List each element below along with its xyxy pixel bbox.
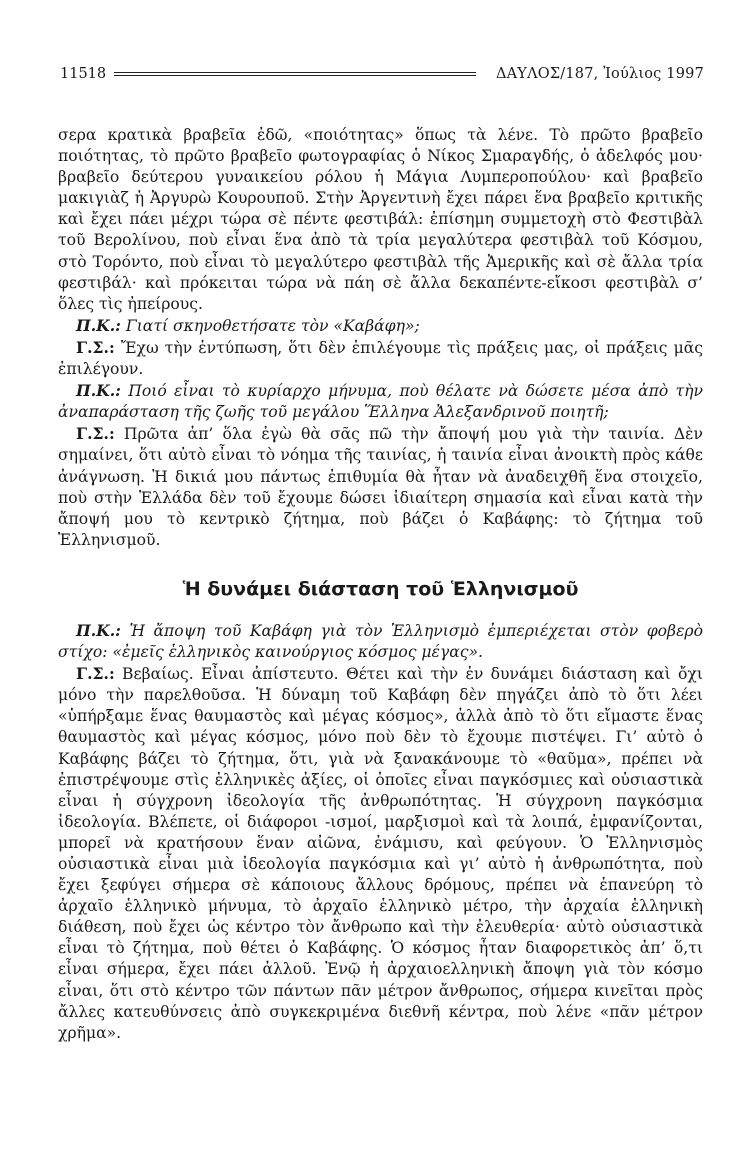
answer-text: Βεβαίως. Εἶναι ἀπίστευτο. Θέτει καὶ τὴν ἐν δυνάμει διάσταση καὶ ὄχι μόνο τὴν παρελθοῦσα. Ἡ δύναμη τοῦ Καβάφη δὲν πηγάζει ἀπὸ τὸ ὅτι λέει «ὑπήρξαμε ἕνας θαυμαστὸς καὶ μέγας κόσμος», ἀλλὰ ἀπὸ τὸ ὅτι εἴμαστε ἕνας θαυμαστὸς καὶ μέγας κόσμος, μόνο ποὺ δὲν τὸ ἔχουμε πιστέψει. Γι’ αὐτὸ ὁ Καβάφης βάζει τὸ ζήτημα, ὅτι, γιὰ νὰ ξανακάνουμε τὸ «θαῦμα», πρέπει νὰ ἐπιστρέψουμε στὶς ἑλληνικὲς ἀξίες, οἱ ὁποῖες εἶναι παγκόσμιες καὶ οὐσιαστικὰ εἶναι ἡ σύγχρονη ἰδεολογία τῆς ἀνθρωπότητας. Ἡ σύγχρονη παγκόσμια ἰδεολογία. Βλέπετε, οἱ διάφοροι -ισμοί, μαρξισμοὶ καὶ τὰ λοιπά, ἐμφανίζονται, μπορεῖ νὰ κρατήσουν ἕναν αἰῶνα, ἐνάμισυ, καὶ φεύγουν. Ὁ Ἑλληνισμὸς οὐσιαστικὰ εἶναι μιὰ ἰδεολογία παγκόσμια καὶ γι’ αὐτὸ ἡ ἀνθρωπότητα, ποὺ ἔχει ξεφύγει σήμερα σὲ κάποιους ἄλλους δρόμους, πρέπει νὰ ἐπανεύρη τὸ ἀρχαῖο ἑλληνικὸ μήνυμα, τὸ ἀρχαῖο ἑλληνικὸ μέτρο, τὴν ἀρχαία ἑλληνικὴ διάθεση, ποὺ ἔχει ὡς κέντρο τὸν ἄνθρωπο καὶ τὴν ἐλευθερία· αὐτὸ οὐσιαστικὰ εἶναι τὸ ζήτημα, ποὺ θέτει ὁ Καβάφης. Ὁ κόσμος ἦταν διαφορετικὸς ἀπ’ ὅ,τι εἶναι σήμερα, ἔχει πάει ἀλλοῦ. Ἐνῷ ἡ ἀρχαιοελληνικὴ ἄποψη γιὰ τὸν κόσμο εἶναι, ὅτι στὸ κέντρο τῶν πάντων πᾶν μέτρον ἄνθρωπος, σήμερα κινεῖται πρὸς ἄλλες κατευθύνσεις ἀπὸ συγκεκριμένα διεθνῆ κέντρα, ποὺ λένε «πᾶν μέτρον χρῆμα». [58, 665, 703, 1042]
interviewee-label: Γ.Σ.: [76, 664, 115, 684]
answer-text: Ἔχω τὴν ἐντύπωση, ὅτι δὲν ἐπιλέγουμε τὶς πράξεις μας, οἱ πράξεις μᾶς ἐπιλέγουν. [58, 338, 703, 379]
interviewee-label: Γ.Σ.: [76, 337, 115, 357]
article-body [58, 125, 703, 1044]
question-text: Γιατί σκηνοθετήσατε τὸν «Καβάφη»; [125, 316, 420, 335]
interviewer-question [58, 620, 703, 663]
interviewee-answer [58, 337, 703, 380]
interviewer-label: Π.Κ.: [76, 620, 121, 640]
header-rule [114, 70, 476, 78]
interviewee-label: Γ.Σ.: [76, 424, 115, 444]
journal-issue: ΔΑΥΛΟΣ/187, Ἰούλιος 1997 [495, 66, 704, 82]
intro-paragraph: σερα κρατικὰ βραβεῖα ἐδῶ, «ποιότητας» ὅπως τὰ λένε. Τὸ πρῶτο βραβεῖο ποιότητας, τὸ πρῶτο βραβεῖο φωτογραφίας ὁ Νίκος Σμαραγδής, ὁ ἀδελφός μου· βραβεῖο δεύτερου γυναικείου ρόλου ἡ Μάγια Λυμπεροπούλου· καὶ βραβεῖο μακιγιὰζ ἡ Ἀργυρὼ Κουρουποῦ. Στὴν Ἀργεντινὴ ἔχει πάρει ἕνα βραβεῖο κριτικῆς καὶ ἔχει πάει μέχρι τώρα σὲ πέντε φεστιβάλ: ἐπίσημη συμμετοχὴ στὸ Φεστιβὰλ τοῦ Βερολίνου, ποὺ εἶναι ἕνα ἀπὸ τὰ τρία μεγαλύτερα φεστιβὰλ τοῦ Κόσμου, στὸ Τορόντο, ποὺ εἶναι τὸ μεγαλύτερο φεστιβὰλ τῆς Ἀμερικῆς καὶ σὲ ἄλλα τρία φεστιβάλ· καὶ πρόκειται τώρα νὰ πάη σὲ ἄλλα δεκαπέντε-εἴκοσι φεστιβὰλ σ’ ὅλες τὶς ἠπείρους. [58, 126, 703, 313]
answer-text: Πρῶτα ἀπ’ ὅλα ἐγὼ θὰ σᾶς πῶ τὴν ἄποψή μου γιὰ τὴν ταινία. Δὲν σημαίνει, ὅτι αὐτὸ εἶναι τὸ νόημα τῆς ταινίας, ἡ ταινία εἶναι ἀνοικτὴ πρὸς κάθε ἀνάγνωση. Ἡ δικιά μου πάντως ἐπιθυμία θὰ ἦταν νὰ ἀναδειχθῆ ἕνα στοιχεῖο, ποὺ στὴν Ἑλλάδα δὲν τοῦ ἔχουμε δώσει ἰδιαίτερη σημασία καὶ εἶναι κατὰ τὴν ἄποψή μου τὸ κεντρικὸ ζήτημα, ποὺ βάζει ὁ Καβάφης: τὸ ζήτημα τοῦ Ἑλληνισμοῦ. [58, 425, 703, 549]
section-heading: Ἡ δυνάμει διάσταση τοῦ Ἑλληνισμοῦ [182, 577, 579, 600]
question-text: Ποιό εἶναι τὸ κυρίαρχο μήνυμα, ποὺ θέλατε νὰ δώσετε μέσα ἀπὸ τὴν ἀναπαράσταση τῆς ζωῆς τοῦ μεγάλου Ἕλληνα Ἀλεξανδρινοῦ ποιητῆ; [58, 382, 703, 422]
interviewer-question [58, 380, 703, 423]
running-header [60, 66, 704, 82]
question-text: Ἡ ἄποψη τοῦ Καβάφη γιὰ τὸν Ἑλληνισμὸ ἐμπεριέχεται στὸν φοβερὸ στίχο: «ἐμεῖς ἑλληνικὸς καινούργιος κόσμος μέγας». [58, 621, 703, 662]
interviewee-answer [58, 423, 703, 551]
interviewee-answer [58, 663, 703, 1044]
interviewer-question [58, 315, 703, 337]
interviewer-label: Π.Κ.: [76, 315, 121, 335]
page-number: 11518 [60, 66, 107, 82]
interviewer-label: Π.Κ.: [76, 381, 121, 401]
